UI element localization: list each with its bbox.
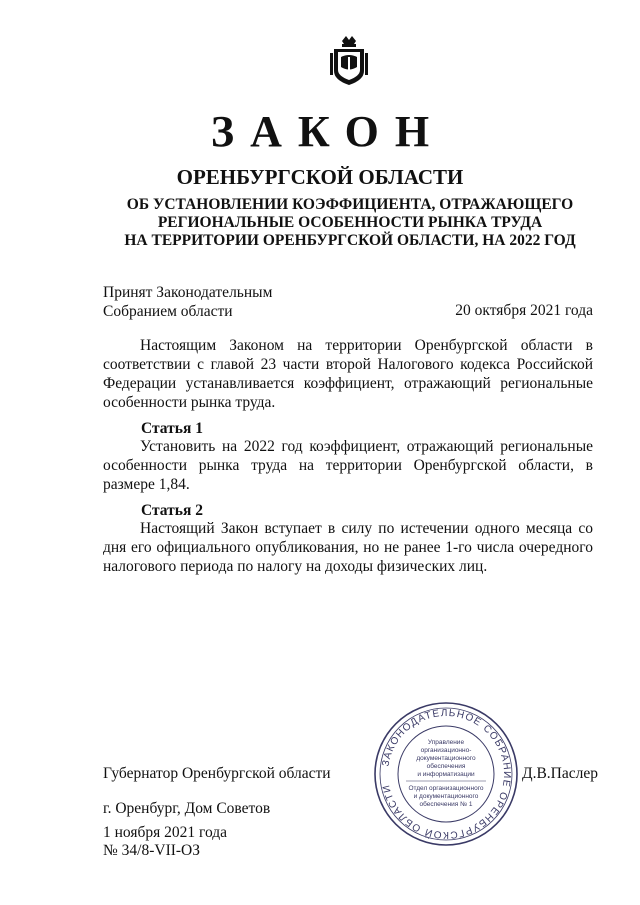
signing-place: г. Оренбург, Дом Советов bbox=[103, 800, 271, 817]
signing-date: 1 ноября 2021 года bbox=[103, 824, 228, 841]
seal-line: и информатизации bbox=[417, 771, 475, 778]
adoption-line: Собранием области bbox=[103, 302, 233, 320]
subject-line: РЕГИОНАЛЬНЫЕ ОСОБЕННОСТИ РЫНКА ТРУДА bbox=[157, 214, 543, 231]
document-title: ЗАКОН bbox=[210, 107, 446, 156]
seal-line: Отдел организационного bbox=[408, 785, 484, 792]
adoption-body bbox=[103, 284, 272, 321]
adoption-line: Принят Законодательным bbox=[103, 284, 273, 301]
seal-line: организационно- bbox=[420, 747, 472, 754]
law-number: № 34/8-VII-ОЗ bbox=[103, 842, 201, 859]
seal-line: документационного bbox=[416, 755, 476, 762]
seal-line: Управление bbox=[427, 739, 465, 746]
document-subject bbox=[120, 196, 580, 250]
seal-ring-text: ЗАКОНОДАТЕЛЬНОЕ СОБРАНИЕ ОРЕНБУРГСКОЙ ОБЛАСТИ bbox=[380, 707, 513, 841]
article-2-text: Настоящий Закон вступает в силу по истечении одного месяца со дня его официального опубликования, но не ранее 1-го числа очередного налогового периода по налогу на доходы физических лиц. bbox=[103, 520, 593, 575]
seal-line: обеспечения bbox=[426, 763, 466, 770]
article-2-title: Статья 2 bbox=[141, 502, 203, 519]
adoption-date: 20 октября 2021 года bbox=[455, 302, 593, 319]
article-1-text: Установить на 2022 год коэффициент, отражающий региональные особенности рынка труда на территории Оренбургской области, в размере 1,84. bbox=[103, 438, 593, 493]
seal-line: обеспечения № 1 bbox=[419, 801, 473, 808]
official-seal bbox=[372, 700, 520, 848]
signer-name: Д.В.Паслер bbox=[522, 765, 598, 782]
coat-of-arms-icon bbox=[328, 33, 370, 87]
article-1-title: Статья 1 bbox=[141, 420, 203, 437]
preamble-paragraph: Настоящим Законом на территории Оренбургской области в соответствии с главой 23 части второй Налогового кодекса Российской Федерации устанавливается коэффициент, отражающий региональные особенности рынка труда. bbox=[103, 337, 593, 411]
seal-line: и документационного bbox=[413, 793, 479, 800]
document-region: ОРЕНБУРГСКОЙ ОБЛАСТИ bbox=[176, 165, 464, 189]
subject-line: НА ТЕРРИТОРИИ ОРЕНБУРГСКОЙ ОБЛАСТИ, НА 2022 ГОД bbox=[124, 232, 576, 249]
subject-line: ОБ УСТАНОВЛЕНИИ КОЭФФИЦИЕНТА, ОТРАЖАЮЩЕГО bbox=[126, 196, 574, 213]
signer-position: Губернатор Оренбургской области bbox=[103, 765, 331, 782]
